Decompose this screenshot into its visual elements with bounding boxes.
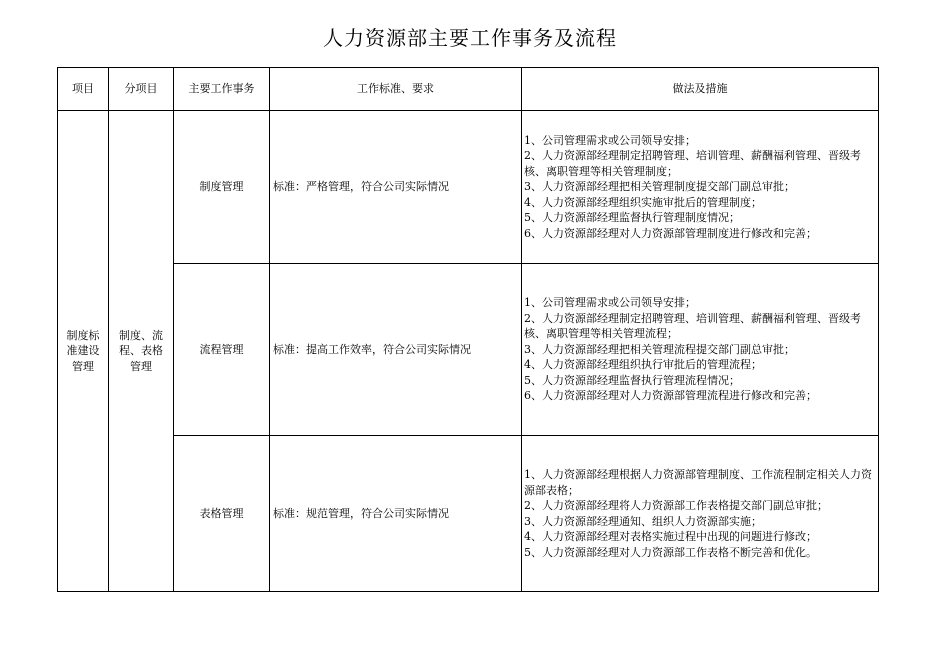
table-row: [58, 436, 879, 592]
step-item: 2、人力资源部经理制定招聘管理、培训管理、薪酬福利管理、晋级考核、离职管理等相关管理流程；: [524, 311, 861, 341]
task-cell: 流程管理: [174, 264, 270, 436]
standard-cell: 标准：严格管理，符合公司实际情况: [270, 111, 522, 264]
step-item: 6、人力资源部经理对人力资源部管理流程进行修改和完善；: [524, 389, 817, 403]
project-cell: 制度标准建设管理: [58, 111, 109, 592]
step-item: 1、人力资源部经理根据人力资源部管理制度、工作流程制定相关人力资源部表格；: [524, 468, 872, 497]
table-row: [58, 111, 879, 264]
header-standard: 工作标准、要求: [270, 68, 522, 111]
table-header-row: [58, 68, 879, 111]
step-item: 5、人力资源部经理监督执行管理制度情况；: [524, 211, 740, 225]
step-item: 3、人力资源部经理通知、组织人力资源部实施；: [524, 514, 762, 528]
measures-cell: [522, 264, 879, 436]
task-cell: 表格管理: [174, 436, 270, 592]
step-item: 6、人力资源部经理对人力资源部管理制度进行修改和完善；: [524, 226, 817, 240]
step-item: 3、人力资源部经理把相关管理制度提交部门副总审批；: [524, 180, 795, 194]
step-item: 4、人力资源部经理组织执行审批后的管理流程；: [524, 358, 762, 372]
standard-cell: 标准：规范管理，符合公司实际情况: [270, 436, 522, 592]
page-title: 人力资源部主要工作事务及流程: [323, 26, 617, 50]
step-item: 5、人力资源部经理对人力资源部工作表格不断完善和优化。: [524, 545, 817, 559]
measures-cell: [522, 111, 879, 264]
step-item: 2、人力资源部经理将人力资源部工作表格提交部门副总审批；: [524, 499, 828, 512]
step-item: 4、人力资源部经理组织实施审批后的管理制度；: [524, 195, 762, 209]
header-measures: 做法及措施: [522, 68, 879, 111]
measures-cell: [522, 436, 879, 592]
header-subproject: 分项目: [109, 68, 174, 111]
task-cell: 制度管理: [174, 111, 270, 264]
header-project: 项目: [58, 68, 109, 111]
step-item: 4、人力资源部经理对表格实施过程中出现的问题进行修改；: [524, 530, 817, 543]
step-item: 5、人力资源部经理监督执行管理流程情况；: [524, 373, 740, 387]
header-task: 主要工作事务: [174, 68, 270, 111]
subproject-cell: 制度、流程、表格管理: [109, 111, 174, 592]
workflow-table: [57, 67, 879, 592]
step-item: 2、人力资源部经理制定招聘管理、培训管理、薪酬福利管理、晋级考核、离职管理等相关管理制度；: [524, 149, 861, 178]
step-item: 1、公司管理需求或公司领导安排；: [524, 133, 696, 147]
step-item: 3、人力资源部经理把相关管理流程提交部门副总审批；: [524, 342, 795, 356]
standard-cell: 标准：提高工作效率，符合公司实际情况: [270, 264, 522, 436]
table-row: [58, 264, 879, 436]
step-item: 1、公司管理需求或公司领导安排；: [524, 296, 696, 310]
